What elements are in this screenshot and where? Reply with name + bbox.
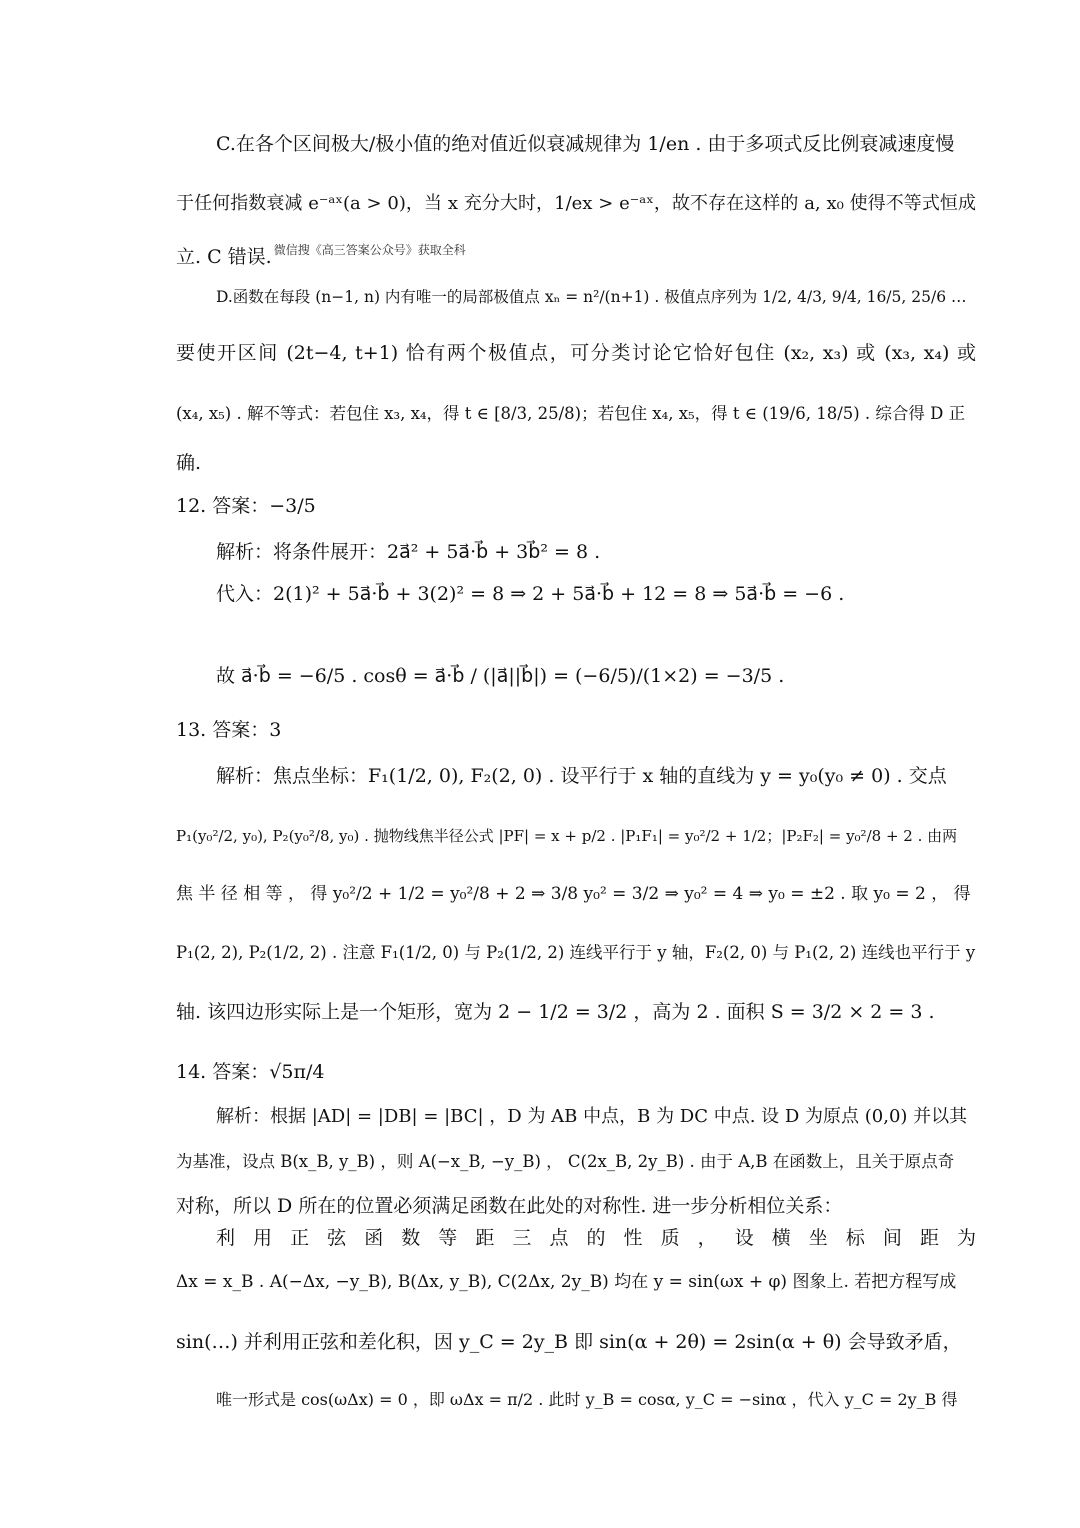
q14-solution-line-4: 利 用 正 弦 函 数 等 距 三 点 的 性 质 ， 设 横 坐 标 间 距 为 [216, 1227, 976, 1249]
q14-solution-line-7: 唯一形式是 cos(ωΔx) = 0 ，即 ωΔx = π/2 . 此时 y_B = cosα, y_C = −sinα ，代入 y_C = 2y_B 得 [216, 1390, 958, 1409]
q13-solution-line-1: 解析：焦点坐标：F₁(1/2, 0), F₂(2, 0) . 设平行于 x 轴的直线为 y = y₀(y₀ ≠ 0) . 交点 [216, 765, 947, 787]
q14-solution-line-6: sin(…) 并利用正弦和差化积，因 y_C = 2y_B 即 sin(α + 2θ) = 2sin(α + θ) 会导致矛盾， [176, 1331, 962, 1353]
q14-answer: 14. 答案：√5π/4 [176, 1061, 325, 1083]
watermark: 微信搜《高三答案公众号》获取全科 [273, 243, 466, 257]
q13-solution-line-2: P₁(y₀²/2, y₀), P₂(y₀²/8, y₀) . 抛物线焦半径公式 |PF| = x + p/2 . |P₁F₁| = y₀²/2 + 1/2；|P₂F₂| = y₀²/8 + 2 . 由两 [176, 827, 958, 845]
q13-solution-line-5: 轴. 该四边形实际上是一个矩形，宽为 2 − 1/2 = 3/2 ，高为 2 . 面积 S = 3/2 × 2 = 3 . [176, 1001, 935, 1023]
q13-solution-line-3: 焦 半 径 相 等 ， 得 y₀²/2 + 1/2 = y₀²/8 + 2 ⇒ 3/8 y₀² = 3/2 ⇒ y₀² = 4 ⇒ y₀ = ±2 . 取 y₀ = 2 ， 得 [176, 884, 971, 904]
part-c-conclusion: 立. C 错误. [176, 246, 272, 268]
part-d-line-4: 确. [176, 452, 202, 474]
q13-answer: 13. 答案：3 [176, 719, 282, 741]
q13-solution-line-4: P₁(2, 2), P₂(1/2, 2) . 注意 F₁(1/2, 0) 与 P₂(1/2, 2) 连线平行于 y 轴，F₂(2, 0) 与 P₁(2, 2) 连线也平行于 y [176, 943, 976, 962]
part-d-line-3: (x₄, x₅) . 解不等式：若包住 x₃, x₄，得 t ∈ [8/3, 25/8)；若包住 x₄, x₅，得 t ∈ (19/6, 18/5) . 综合得 D 正 [176, 404, 966, 423]
q12-solution-line-3: 故 a⃗·b⃗ = −6/5 . cosθ = a⃗·b⃗ / (|a⃗||b⃗|) = (−6/5)/(1×2) = −3/5 . [216, 665, 785, 687]
q14-solution-line-3: 对称，所以 D 所在的位置必须满足函数在此处的对称性. 进一步分析相位关系： [176, 1195, 843, 1217]
part-c-line-3 [176, 238, 976, 269]
q14-solution-line-2: 为基准，设点 B(x_B, y_B) ，则 A(−x_B, −y_B) ， C(2x_B, 2y_B) . 由于 A,B 在函数上，且关于原点奇 [176, 1152, 955, 1171]
part-c-line-1: C.在各个区间极大/极小值的绝对值近似衰减规律为 1/en . 由于多项式反比例衰减速度慢 [216, 133, 955, 155]
q14-solution-line-1: 解析：根据 |AD| = |DB| = |BC| ，D 为 AB 中点，B 为 DC 中点. 设 D 为原点 (0,0) 并以其 [216, 1106, 968, 1127]
part-d-line-1: D.函数在每段 (n−1, n) 内有唯一的局部极值点 xₙ = n²/(n+1) . 极值点序列为 1/2, 4/3, 9/4, 16/5, 25/6 … [216, 288, 967, 306]
part-c-line-2: 于任何指数衰减 e⁻ᵃˣ(a > 0)，当 x 充分大时，1/ex > e⁻ᵃˣ，故不存在这样的 a, x₀ 使得不等式恒成 [176, 193, 976, 214]
q12-answer: 12. 答案：−3/5 [176, 495, 316, 517]
part-d-line-2: 要使开区间 (2t−4, t+1) 恰有两个极值点，可分类讨论它恰好包住 (x₂, x₃) 或 (x₃, x₄) 或 [176, 342, 976, 364]
q12-solution-line-2: 代入：2(1)² + 5a⃗·b⃗ + 3(2)² = 8 ⇒ 2 + 5a⃗·b⃗ + 12 = 8 ⇒ 5a⃗·b⃗ = −6 . [216, 583, 845, 605]
q12-solution-line-1: 解析：将条件展开：2a⃗² + 5a⃗·b⃗ + 3b⃗² = 8 . [216, 541, 601, 563]
q14-solution-line-5: Δx = x_B . A(−Δx, −y_B), B(Δx, y_B), C(2Δx, 2y_B) 均在 y = sin(ωx + φ) 图象上. 若把方程写成 [176, 1272, 957, 1292]
